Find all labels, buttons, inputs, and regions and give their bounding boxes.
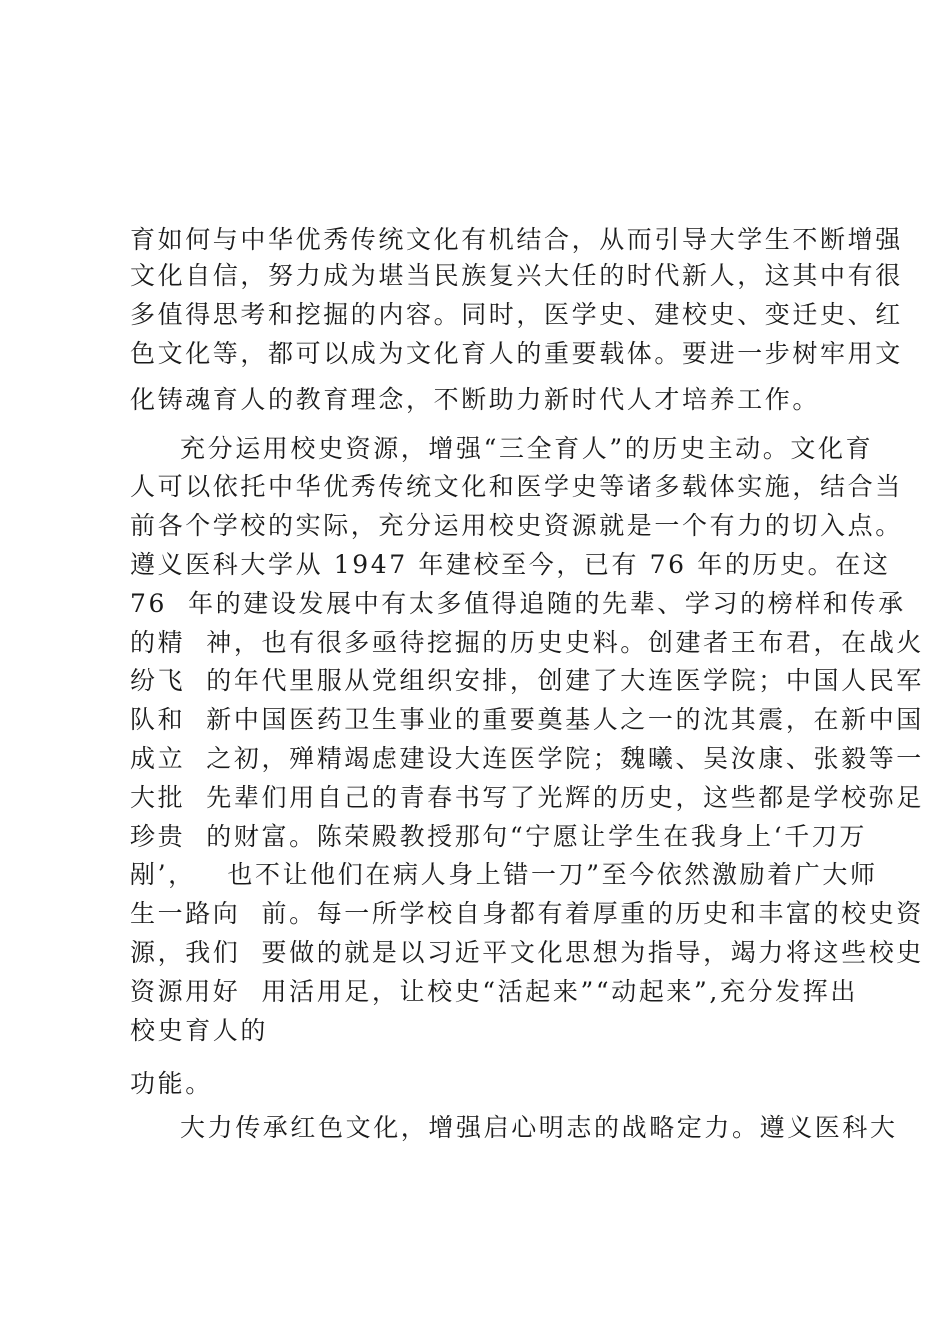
text-line: 剐’， 也不让他们在病人身上错一刀”至今依然激励着广大师: [130, 860, 878, 889]
text-line: 育如何与中华优秀传统文化有机结合，从而引导大学生不断增强: [130, 225, 903, 254]
text-line: 大批 先辈们用自己的青春书写了光辉的历史，这些都是学校弥足: [130, 783, 924, 812]
text-line: 生一路向 前。每一所学校自身都有着厚重的历史和丰富的校史资: [130, 899, 924, 928]
paragraph-first-line: 大力传承红色文化，增强启心明志的战略定力。遵义医科大: [180, 1113, 898, 1142]
text-line: 文化自信，努力成为堪当民族复兴大任的时代新人，这其中有很: [130, 261, 903, 290]
text-line: 前各个学校的实际，充分运用校史资源就是一个有力的切入点。: [130, 511, 903, 540]
text-line: 遵义医科大学从 1947 年建校至今，已有 76 年的历史。在这: [130, 550, 891, 579]
text-line: 纷飞 的年代里服从党组织安排，创建了大连医学院；中国人民军: [130, 666, 924, 695]
text-line: 校史育人的: [130, 1016, 269, 1045]
text-line: 化铸魂育人的教育理念，不断助力新时代人才培养工作。: [130, 385, 821, 414]
paragraph-first-line: 充分运用校史资源，增强“三全育人”的历史主动。文化育: [180, 434, 874, 463]
text-line: 珍贵 的财富。陈荣殿教授那句“宁愿让学生在我身上‘千刀万: [130, 822, 868, 851]
text-line: 资源用好 用活用足，让校史“活起来”“动起来”,充分发挥出: [130, 977, 858, 1006]
text-line: 的精 神，也有很多亟待挖掘的历史史料。创建者王布君，在战火: [130, 628, 924, 657]
text-line: 色文化等，都可以成为文化育人的重要载体。要进一步树牢用文: [130, 339, 903, 368]
text-line: 源，我们 要做的就是以习近平文化思想为指导，竭力将这些校史: [130, 938, 924, 967]
text-line: 功能。: [130, 1069, 213, 1098]
text-line: 人可以依托中华优秀传统文化和医学史等诸多载体实施，结合当: [130, 472, 903, 501]
text-line: 队和 新中国医药卫生事业的重要奠基人之一的沈其震，在新中国: [130, 705, 924, 734]
text-line: 76 年的建设发展中有太多值得追随的先辈、学习的榜样和传承: [130, 589, 906, 618]
text-line: 成立 之初，殚精竭虑建设大连医学院；魏曦、吴汝康、张毅等一: [130, 744, 924, 773]
text-line: 多值得思考和挖掘的内容。同时，医学史、建校史、变迁史、红: [130, 300, 903, 329]
